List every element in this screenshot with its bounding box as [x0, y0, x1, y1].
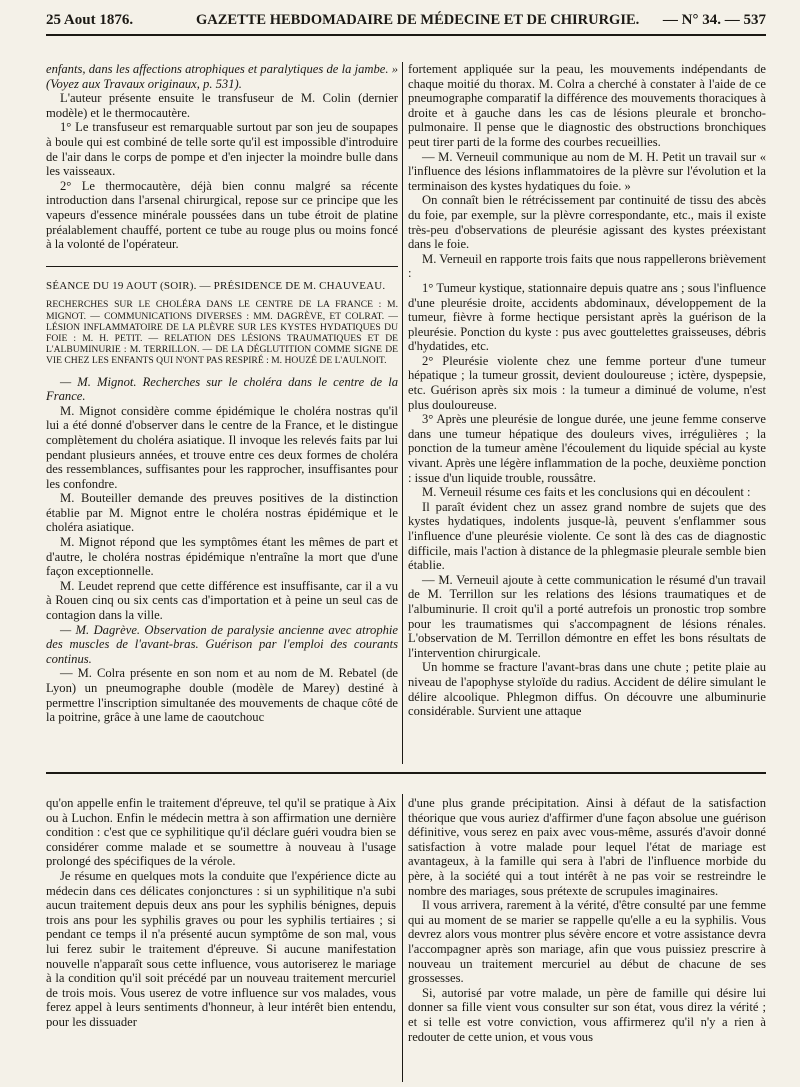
- paragraph: L'auteur présente ensuite le transfuseur de M. Colin (dernier modèle) et le thermocautère.: [46, 91, 398, 120]
- paragraph: d'une plus grande précipitation. Ainsi à défaut de la satisfaction théorique que vous auriez d'affirmer d'une façon absolue une guérison définitive, vous serez en paix avec vous-même, assurés d'avoir donné satisfaction à votre malade pour lequel l'état de mariage est avantageux, à la famille qui sera à l'abri de l'influence morbide du père, à la société qui a tout intérêt à ne pas voir se restreindre le nombre des mariages, sous prétexte de scrupules imaginaires.: [408, 796, 766, 898]
- paragraph: M. Leudet reprend que cette différence est insuffisante, car il a vu à Rouen cinq ou six cents cas d'importation et à peine un seul cas de contagion dans la ville.: [46, 578, 398, 623]
- column-divider: [402, 62, 403, 764]
- journal-title: GAZETTE HEBDOMADAIRE DE MÉDECINE ET DE CHIRURGIE.: [196, 12, 640, 28]
- header-date: 25 Aout 1876.: [46, 12, 134, 28]
- paragraph: M. Bouteiller demande des preuves positives de la distinction établie par M. Mignot entre le choléra nostras épidémique et le choléra asiatique.: [46, 491, 398, 535]
- column-divider: [402, 794, 403, 1082]
- paragraph: M. Mignot répond que les symptômes étant les mêmes de part et d'autre, le choléra nostras épidémique n'entraîne la mort que d'une façon exceptionnelle.: [46, 535, 398, 579]
- session-summary: RECHERCHES SUR LE CHOLÉRA DANS LE CENTRE DE LA FRANCE : M. MIGNOT. — COMMUNICATIONS DIVERSES : MM. DAGRÈVE, ET COLRAT. — LÉSION INFLAMMATOIRE DE LA PLÈVRE SUR LES KYSTES HYDATIQUES DU FOIE : M. H. PETIT. — RELATION DES LÉSIONS TRAUMATIQUES ET DE L'ALBUMINURIE : M. TERRILLON. — DE LA DÉGLUTITION COMME SIGNE DE VIE CHEZ LES ENFANTS QUI N'ONT PAS RESPIRÉ : M. HOUZÉ DE L'AULNOIT.: [46, 299, 398, 367]
- paragraph: M. Verneuil résume ces faits et les conclusions qui en découlent :: [422, 485, 751, 500]
- issue-and-page: [663, 6, 766, 34]
- feuilleton-rule: [46, 772, 766, 774]
- column-2: [408, 62, 766, 764]
- running-header: [46, 6, 766, 36]
- paragraph: Je résume en quelques mots la conduite que l'expérience dicte au médecin dans ces délicates conjonctures : si un syphilitique n'a subi aucun traitement depuis deux ans pour les syphilis bénignes, depuis trois ans pour les syphilis graves ou pour les syphilis tertiaires ; si pendant ce temps il n'a présenté aucun symptôme de son mal, vous lui ferez subir le traitement d'épreuve. Si aucune manifestation nouvelle n'apparaît sous cette influence, vous autoriserez le mariage à la condition qu'il soit précédé par un nouveau traitement mercuriel de trois mois. Vous userez de votre influence sur vos malades, vous ferez appel à leurs sentiments d'honneur, à leur intérêt bien entendu, pour les dissuader: [46, 868, 396, 1029]
- paragraph: 1° Tumeur kystique, stationnaire depuis quatre ans ; sous l'influence d'une pleurésie droite, accidents abdominaux, développement de la tumeur, fièvre à forme hectique persistant après la guérison de la pleurésie. Ponction du kyste : pus avec gouttelettes graisseuses, débris d'hydatides, etc.: [408, 280, 766, 354]
- paragraph: — M. Colra présente en son nom et au nom de M. Rebatel (de Lyon) un pneumographe double (modèle de Marey) destiné à permettre l'inscription simultanée des mouvements de chaque côté de la poitrine, grâce à une lame de caoutchouc: [46, 666, 398, 725]
- paragraph: 2° Le thermocautère, déjà bien connu malgré sa récente introduction dans l'arsenal chirurgical, repose sur ce principe que les vapeurs d'essence minérale poussées dans un tube étroit de platine préalablement chauffé, portent ce tube au rouge plus ou moins foncé à la volonté de l'opérateur.: [46, 178, 398, 252]
- paragraph: On connaît bien le rétrécissement par continuité de tissu des abcès du foie, par exemple, sur la plèvre correspondante, etc., mais il existe très-peu d'observations de pleurésie agissant des kystes préexistant dans le foie.: [408, 193, 766, 252]
- paragraph: 2° Pleurésie violente chez une femme porteur d'une tumeur hépatique ; la tumeur grossit, devient douloureuse ; ictère, dyspepsie, etc. Guérison après six mois : la tumeur a diminué de volume, n'est plus douloureuse.: [408, 353, 766, 412]
- article-heading: — M. Mignot. Recherches sur le choléra dans le centre de la France.: [46, 374, 398, 404]
- paragraph: — M. Verneuil ajoute à cette communication le résumé d'un travail de M. Terrillon sur les relations des lésions traumatiques et de l'albuminurie. Il croit qu'il a porté autrefois un pronostic trop sombre pour les traumatismes qui s'accompagnent de lésions rénales. L'observation de M. Terrillon démontre en effet les bons résultats de l'intervention chirurgicale.: [408, 572, 766, 660]
- paragraph: Un homme se fracture l'avant-bras dans une chute ; petite plaie au niveau de l'apophyse styloïde du radius. Accident de délire simulant le délire alcoolique. Phlegmon diffus. On découvre une albuminurie considérable. Survient une attaque: [408, 660, 766, 719]
- paragraph: 1° Le transfuseur est remarquable surtout par son jeu de soupapes à boule qui est combiné de telle sorte qu'il est impossible d'introduire de l'air dans le corps de pompe et d'en injecter la moindre bulle dans les vaisseaux.: [46, 120, 398, 179]
- session-heading: SÉANCE DU 19 AOUT (SOIR). — PRÉSIDENCE DE M. CHAUVEAU.: [46, 279, 386, 292]
- article-heading: — M. Dagrève. Observation de paralysie ancienne avec atrophie des muscles de l'avant-bras. Guérison par l'emploi des courants continus.: [46, 622, 398, 666]
- paragraph: M. Verneuil en rapporte trois faits que nous rappellerons brièvement :: [408, 251, 766, 281]
- paragraph: enfants, dans les affections atrophiques et paralytiques de la jambe. » (Voyez aux Travaux originaux, p. 531).: [46, 62, 398, 91]
- paragraph: 3° Après une pleurésie de longue durée, une jeune femme conserve dans une tumeur hépatique des douleurs vives, irrégulières ; la ponction de la tumeur amène l'écoulement du liquide spécial au kyste vivant. Après une légère inflammation de la poche, deuxième ponction : issue d'un liquide trouble, roussâtre.: [408, 412, 766, 485]
- column-3: [46, 796, 396, 1080]
- paragraph: Il vous arrivera, rarement à la vérité, d'être consulté par une femme qui au moment de se marier se rappelle qu'elle a eu la syphilis. Vous devrez alors vous montrer plus sévère encore et votre assistance devra l'accompagner après son mariage, afin que vous puissiez prescrire à nouveau un traitement mercuriel au début de chacune de ses grossesses.: [408, 898, 766, 986]
- column-1: [46, 62, 398, 764]
- column-4: [408, 796, 766, 1080]
- paragraph: Il paraît évident chez un assez grand nombre de sujets que des kystes hydatiques, indolents jusque-là, peuvent s'enflammer sous l'influence d'une pleurésie violente. Ce sont là des cas de diagnostic difficile, mais l'action à distance de la phlegmasie pleurale semble bien établie.: [408, 499, 766, 573]
- paragraph: qu'on appelle enfin le traitement d'épreuve, tel qu'il se pratique à Aix ou à Luchon. Enfin le médecin mettra à son affirmation une dernière condition : c'est que ce syphilitique qu'il déclare guéri voudra bien se considérer comme malade et se soumettre à nouveau à l'usage prolongé des spécifiques de la vérole.: [46, 796, 396, 869]
- section-rule: [46, 266, 398, 267]
- paragraph: Si, autorisé par votre malade, un père de famille qui désire lui donner sa fille vient vous consulter sur son état, vous direz la vérité ; et si telle est votre conviction, vous affirmerez qu'il n'y a rien à redouter de cette union, et vous vous: [408, 985, 766, 1044]
- paragraph: — M. Verneuil communique au nom de M. H. Petit un travail sur « l'influence des lésions inflammatoires de la plèvre sur l'évolution et la terminaison des kystes hydatiques du foie. »: [408, 149, 766, 193]
- paragraph: fortement appliquée sur la peau, les mouvements indépendants de chaque moitié du thorax. M. Colra a cherché à constater à l'aide de ce pneumographe comparatif la différence des mouvements thoraciques à droite et à gauche dans les cas de lésions pleurale et broncho-pulmonaire. Il pense que le diagnostic des obstructions bronchiques peut tirer parti de la forme des courbes recueillies.: [408, 62, 766, 149]
- journal-page: [46, 0, 766, 1087]
- issue-number: — N° 34. —: [662, 12, 740, 28]
- page-number: 537: [743, 12, 766, 28]
- paragraph: M. Mignot considère comme épidémique le choléra nostras qu'il lui a été donné d'observer dans le centre de la France, et le distingue complètement du choléra asiatique. Il invoque les relevés faits par lui pendant plusieurs années, et trouve entre ces deux formes de choléra des ressemblances, suffisantes pour les rapprocher, insuffisantes pour les confondre.: [46, 403, 398, 491]
